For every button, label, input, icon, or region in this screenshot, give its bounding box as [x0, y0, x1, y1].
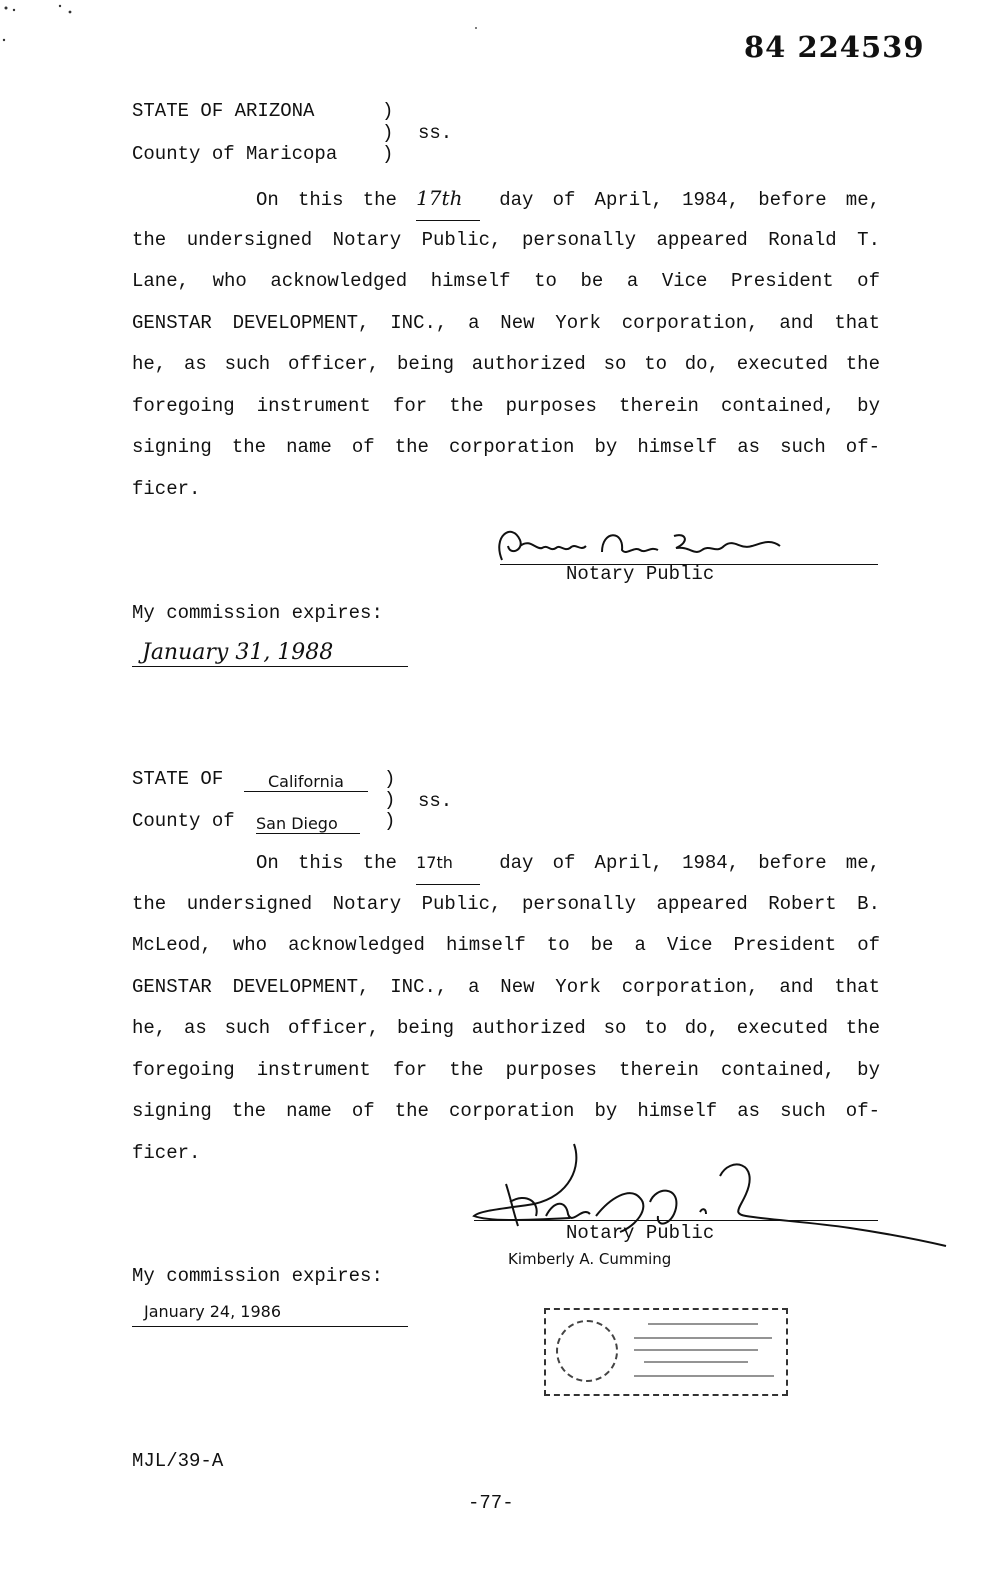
seal-emblem	[556, 1320, 618, 1382]
paragraph-line: the undersigned Notary Public, personally appeared Robert B.	[132, 892, 880, 915]
state-label-1: STATE OF ARIZONA	[132, 100, 315, 122]
paragraph-line: GENSTAR DEVELOPMENT, INC., a New York corporation, and that	[132, 311, 880, 334]
day-handwritten: 17th	[416, 178, 480, 221]
notary-label-1: Notary Public	[566, 563, 715, 585]
reference-code: MJL/39-A	[132, 1450, 224, 1472]
commission-date-1: January 31, 1988	[142, 640, 334, 665]
paren-2a: )	[384, 768, 396, 790]
commission-label-2: My commission expires:	[132, 1265, 383, 1287]
paragraph-line: McLeod, who acknowledged himself to be a Vice President of	[132, 934, 880, 956]
acknowledgment-paragraph-1	[132, 178, 880, 510]
county-value-2: San Diego	[256, 814, 360, 834]
stamp-text-marks	[628, 1318, 778, 1388]
commission-date-2: January 24, 1986	[144, 1302, 281, 1321]
paragraph-line: he, as such officer, being authorized so to do, executed the	[132, 353, 880, 375]
county-label-1: County of Maricopa	[132, 143, 338, 165]
ss-label-2: ss.	[418, 790, 453, 812]
paragraph-text: On this the	[256, 189, 397, 211]
notary-label-2: Notary Public	[566, 1222, 715, 1244]
paragraph-line: GENSTAR DEVELOPMENT, INC., a New York corporation, and that	[132, 975, 880, 998]
acknowledgment-paragraph-2	[132, 842, 880, 1174]
paragraph-line	[132, 178, 880, 220]
state-label-2: STATE OF	[132, 768, 224, 790]
paragraph-line: the undersigned Notary Public, personally appeared Ronald T.	[132, 228, 880, 251]
notary-seal-stamp	[544, 1308, 788, 1396]
paren-2b: )	[384, 789, 396, 811]
paragraph-line: signing the name of the corporation by himself as such of-	[132, 1100, 880, 1122]
paragraph-line: foregoing instrument for the purposes therein contained, by	[132, 394, 880, 417]
paragraph-line: foregoing instrument for the purposes therein contained, by	[132, 1058, 880, 1081]
paragraph-line: Lane, who acknowledged himself to be a Vice President of	[132, 270, 880, 292]
day-typed: 17th	[416, 842, 480, 885]
page-number: -77-	[468, 1492, 514, 1514]
paragraph-text: On this the	[256, 852, 397, 874]
paragraph-line: signing the name of the corporation by himself as such of-	[132, 436, 880, 458]
document-number: 84 224539	[744, 30, 925, 64]
paragraph-text: day of April, 1984, before me,	[499, 852, 881, 874]
paragraph-text: day of April, 1984, before me,	[499, 189, 881, 211]
paragraph-line	[132, 842, 880, 884]
commission-label-1: My commission expires:	[132, 602, 383, 624]
state-value-2: California	[244, 772, 368, 792]
ss-label-1: ss.	[418, 122, 453, 144]
paren-1a: )	[382, 100, 394, 122]
commission-line-1	[132, 666, 408, 667]
paragraph-line: he, as such officer, being authorized so to do, executed the	[132, 1017, 880, 1039]
notary-name-2: Kimberly A. Cumming	[508, 1250, 672, 1268]
commission-line-2	[132, 1326, 408, 1327]
paragraph-line: ficer.	[132, 1141, 201, 1164]
paren-1b: )	[382, 122, 394, 144]
paren-1c: )	[382, 143, 394, 165]
paren-2c: )	[384, 810, 396, 832]
signature-line-2	[474, 1220, 878, 1221]
paragraph-line: ficer.	[132, 477, 201, 500]
county-label-2: County of	[132, 810, 235, 832]
